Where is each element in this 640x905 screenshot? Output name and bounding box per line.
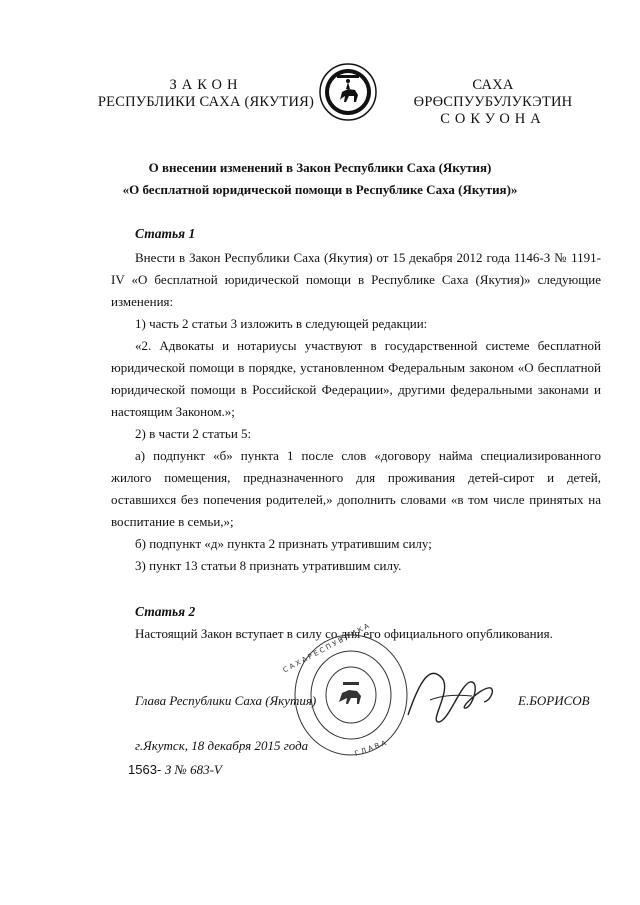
document-title-line1: О внесении изменений в Закон Республики Саха (Якутия): [148, 160, 492, 175]
signatory-name: [518, 693, 590, 709]
signatory-name-text: Е.БОРИСОВ: [518, 693, 590, 708]
place-and-date: г.Якутск, 18 декабря 2015 года: [135, 738, 309, 753]
header-right: [393, 77, 593, 128]
handwritten-signature-icon: [400, 660, 510, 730]
svg-text:Г Л А В А: Г Л А В А: [353, 739, 388, 758]
article2-heading: Статья 2: [135, 604, 196, 619]
article1-paragraph: «2. Адвокаты и нотариусы участвуют в государственной системе бесплатной юридической помощи в порядке, установленном Федеральным законом «О бесплатной юридической помощи в Российской Федерации», другими федеральными законами и настоящим Законом.»;: [111, 338, 601, 419]
article2-text: Настоящий Закон вступает в силу со дня его официального опубликования.: [135, 626, 553, 641]
header-left: [96, 77, 316, 111]
registration-number-prefix: 1563-: [128, 762, 162, 777]
coat-of-arms-emblem-icon: [318, 62, 378, 122]
article1-paragraph: Внести в Закон Республики Саха (Якутия) от 15 декабря 2012 года 1146-З № 1191-IV «О бесплатной юридической помощи в Республике Саха (Якутия)» следующие изменения:: [111, 250, 601, 309]
header-left-line2: РЕСПУБЛИКИ САХА (ЯКУТИЯ): [97, 94, 315, 110]
signatory-position: Глава Республики Саха (Якутия): [135, 693, 317, 708]
registration-number: [128, 762, 222, 778]
article1-heading: Статья 1: [135, 226, 196, 241]
header-left-line1: ЗАКОН: [169, 77, 243, 93]
header-right-line1: САХА ӨРӨСПУУБУЛУКЭТИН: [413, 77, 573, 110]
document-title-line2: «О бесплатной юридической помощи в Республике Саха (Якутия)»: [122, 182, 518, 197]
article1-paragraph: а) подпункт «б» пункта 1 после слов «договору найма специализированного жилого помещения, предназначенного для проживания детей-сирот и детей, оставшихся без попечения родителей,» дополнить словами «в том числе принятых на воспитание в семьи,»;: [111, 448, 601, 529]
header-right-line2: СОКУОНА: [440, 111, 546, 127]
registration-number-value: З № 683-V: [164, 762, 222, 777]
svg-text:С А Х А Р Е С П У Б Л И К А: С А Х А Р Е С П У Б Л И К А: [281, 622, 371, 675]
article1-paragraph: 1) часть 2 статьи 3 изложить в следующей редакции:: [135, 316, 428, 331]
article1-paragraph: 2) в части 2 статьи 5:: [135, 426, 252, 441]
article1-paragraph: 3) пункт 13 статьи 8 признать утратившим силу.: [135, 558, 402, 573]
article1-paragraph: б) подпункт «д» пункта 2 признать утратившим силу;: [135, 536, 432, 551]
